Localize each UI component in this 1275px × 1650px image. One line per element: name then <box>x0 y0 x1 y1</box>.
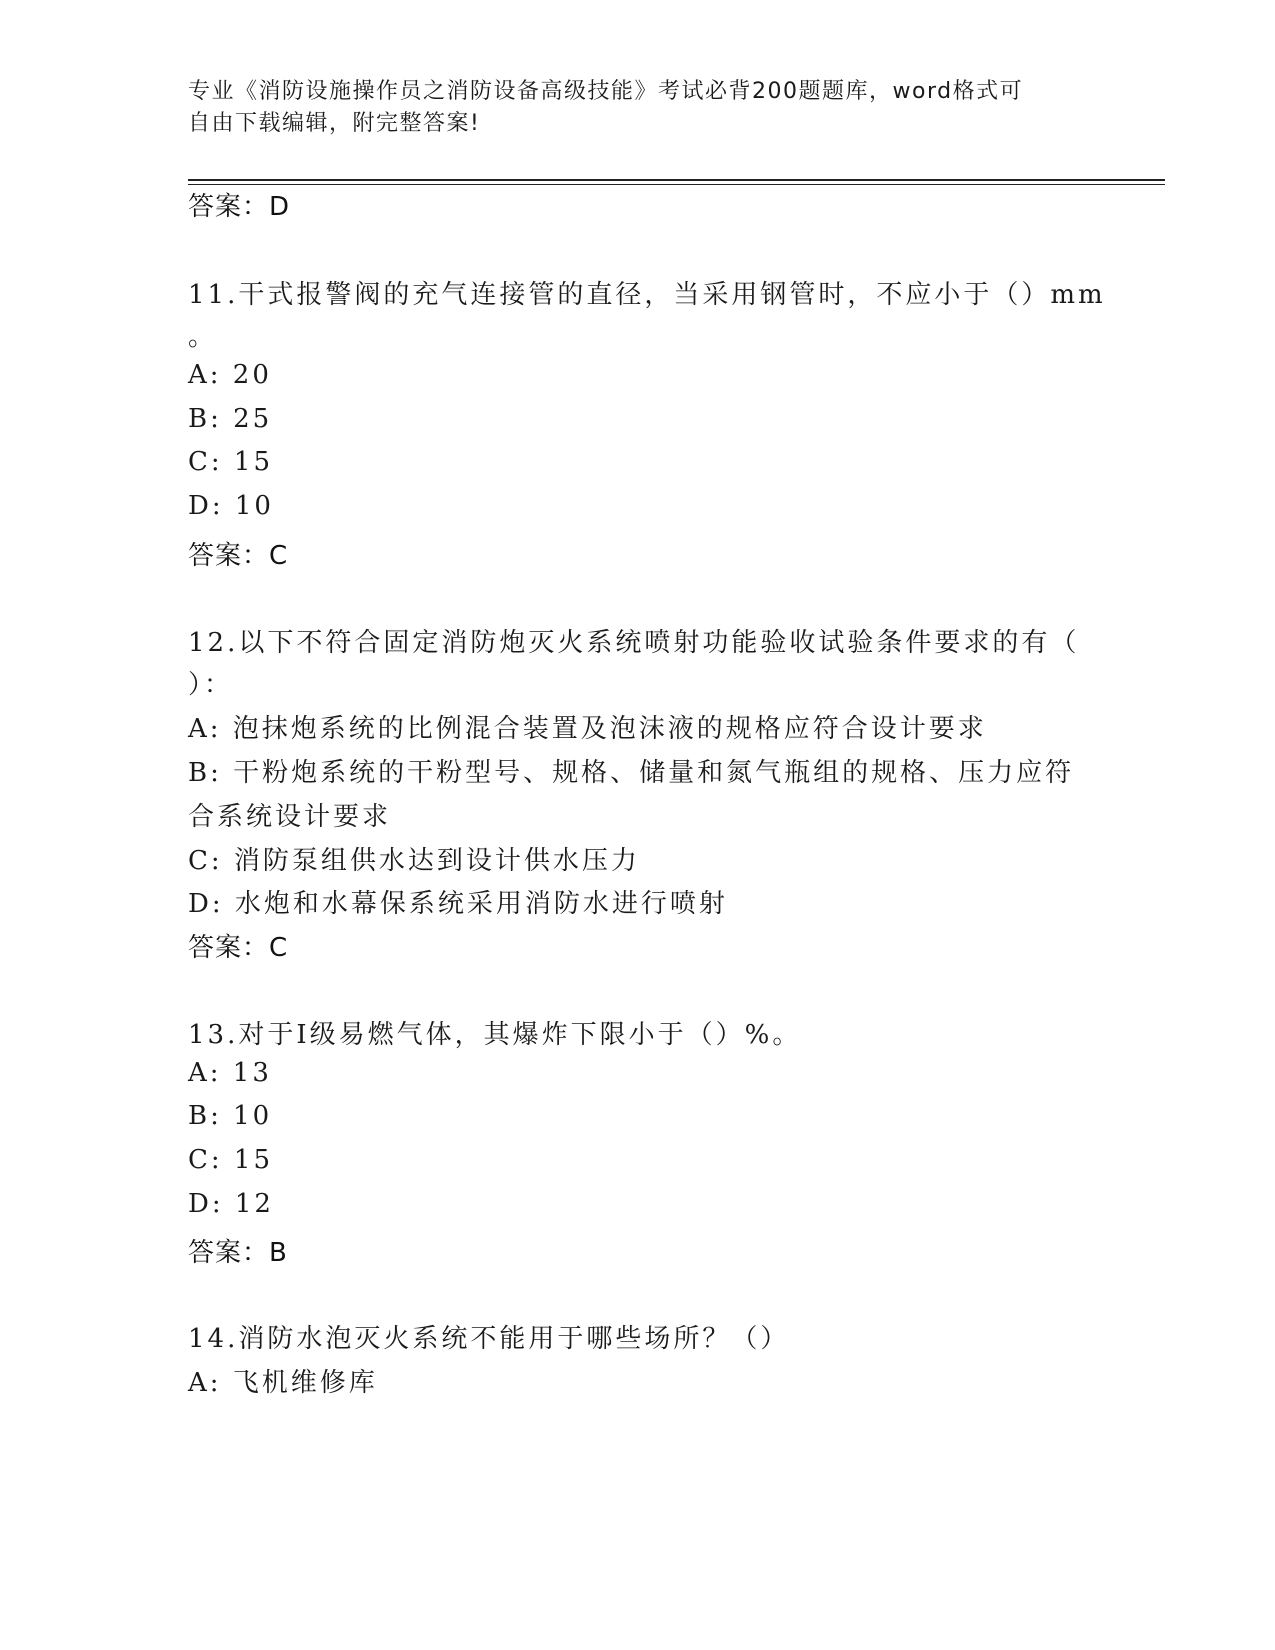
question-12-option-d: D: 水炮和水幕保系统采用消防水进行喷射 <box>188 889 728 919</box>
header-title-line-2: 自由下载编辑，附完整答案! <box>188 111 481 136</box>
question-11-option-d: D: 10 <box>188 491 274 521</box>
question-11-answer: 答案：C <box>188 541 289 571</box>
question-12-option-b-continued: 合系统设计要求 <box>188 802 392 832</box>
document-header <box>188 76 1068 140</box>
question-11-stem: 11.干式报警阀的充气连接管的直径，当采用钢管时，不应小于（）mm <box>188 280 1106 310</box>
question-13-option-c: C: 15 <box>188 1145 274 1175</box>
question-11-option-c: C: 15 <box>188 447 274 477</box>
question-13-option-a: A: 13 <box>188 1058 272 1088</box>
question-13-option-b: B: 10 <box>188 1101 273 1131</box>
question-13-option-d: D: 12 <box>188 1189 274 1219</box>
question-12-stem: 12.以下不符合固定消防炮灭火系统喷射功能验收试验条件要求的有（ <box>188 628 1080 658</box>
question-12-option-a: A: 泡抹炮系统的比例混合装置及泡沫液的规格应符合设计要求 <box>188 714 987 744</box>
previous-answer: 答案：D <box>188 192 291 222</box>
question-11-option-b: B: 25 <box>188 404 273 434</box>
question-12-answer: 答案：C <box>188 933 289 963</box>
question-12-option-c: C: 消防泵组供水达到设计供水压力 <box>188 846 640 876</box>
question-14-option-a: A: 飞机维修库 <box>188 1368 378 1398</box>
question-13-stem: 13.对于Ⅰ级易燃气体，其爆炸下限小于（）%。 <box>188 1020 802 1050</box>
header-divider-thick <box>188 179 1165 181</box>
question-12-option-b: B: 干粉炮系统的干粉型号、规格、储量和氮气瓶组的规格、压力应符 <box>188 758 1075 788</box>
question-14-stem: 14.消防水泡灭火系统不能用于哪些场所？（） <box>188 1324 790 1354</box>
header-divider-thin <box>188 184 1165 185</box>
question-11-stem-continued: 。 <box>188 322 218 352</box>
question-12-stem-continued: ）： <box>188 670 234 700</box>
header-title-line-1: 专业《消防设施操作员之消防设备高级技能》考试必背200题题库，word格式可 <box>188 79 1024 104</box>
question-11-option-a: A: 20 <box>188 360 272 390</box>
question-13-answer: 答案：B <box>188 1238 288 1268</box>
